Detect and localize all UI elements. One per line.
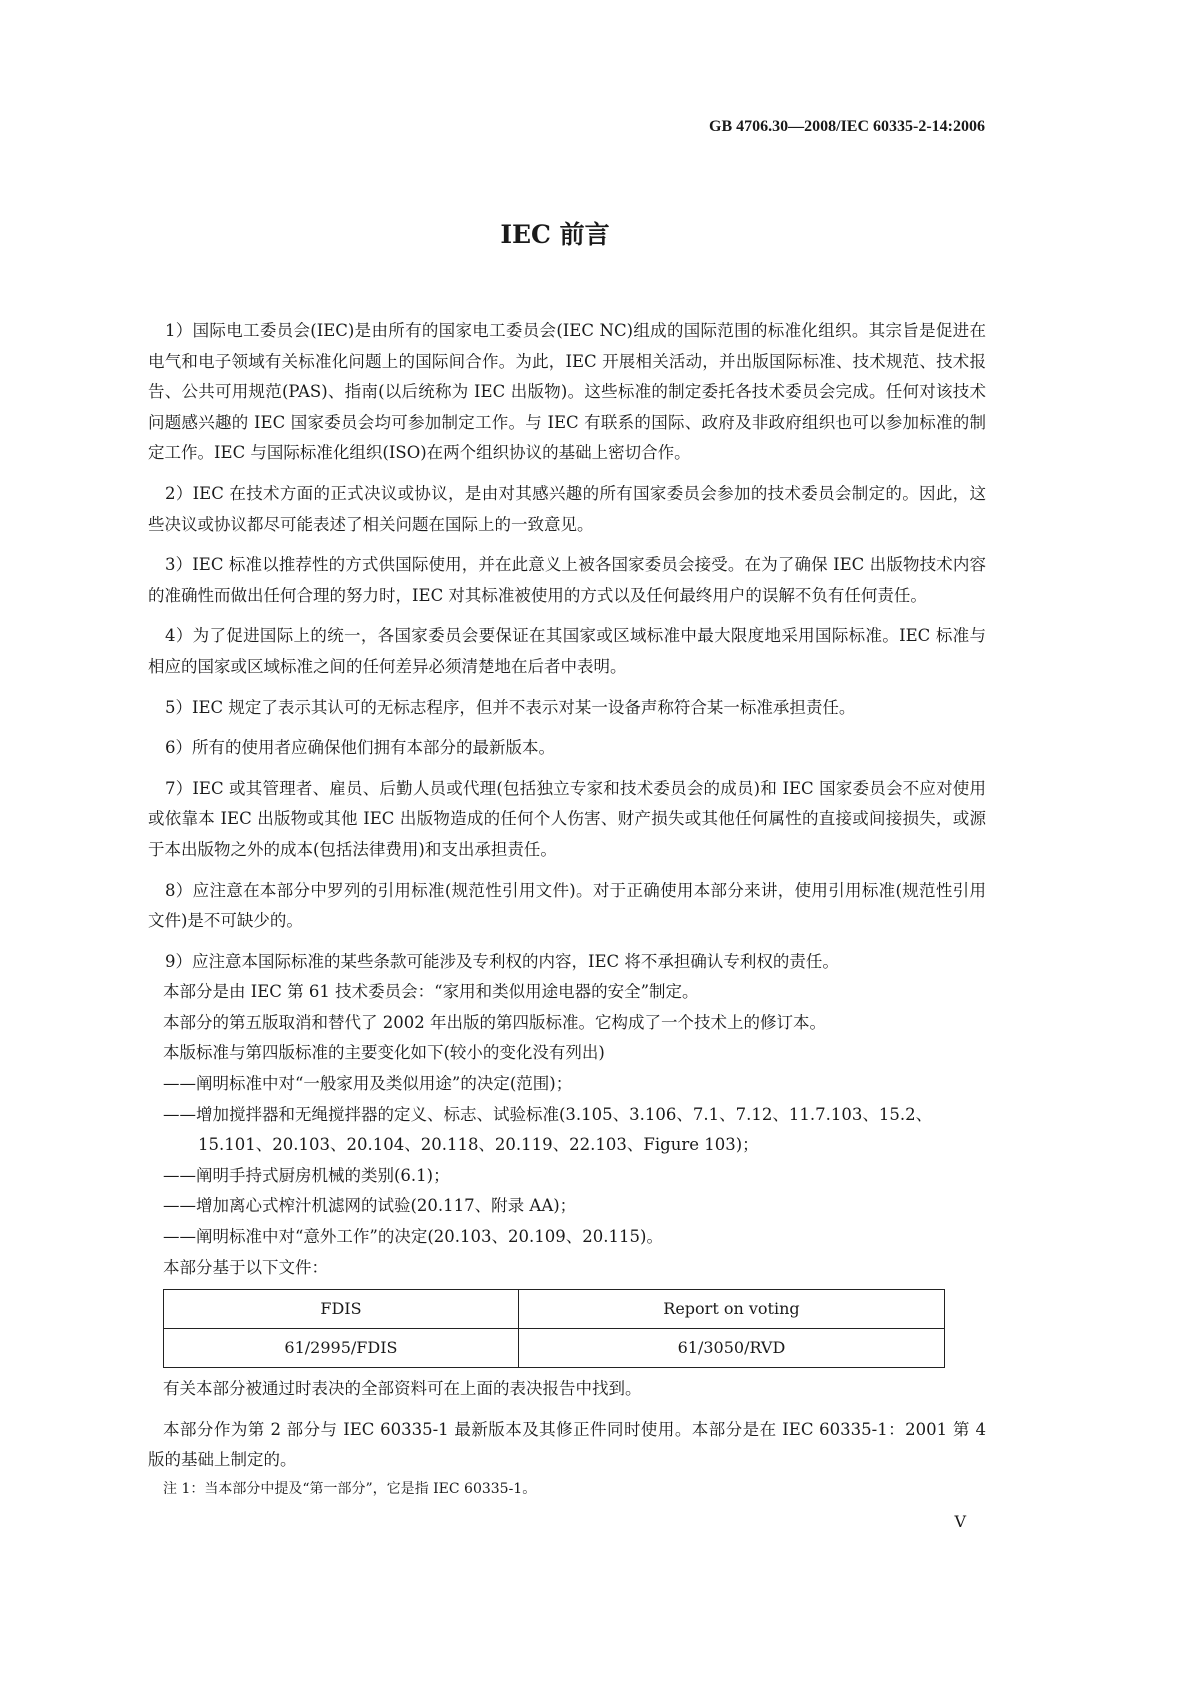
statement: 本版标准与第四版标准的主要变化如下(较小的变化没有列出) — [163, 1043, 605, 1063]
clause-8: 8）应注意在本部分中罗列的引用标准(规范性引用文件)。对于正确使用本部分来讲，使用引用标准(规范性引用文件)是不可缺少的。 — [148, 880, 986, 931]
change-item: ——阐明标准中对“一般家用及类似用途”的决定(范围)； — [163, 1074, 573, 1094]
statement: 有关本部分被通过时表决的全部资料可在上面的表决报告中找到。 — [163, 1379, 642, 1399]
change-item: ——阐明标准中对“意外工作”的决定(20.103、20.109、20.115)。 — [163, 1227, 663, 1247]
change-item: ——阐明手持式厨房机械的类别(6.1)； — [163, 1165, 450, 1185]
clause-5: 5）IEC 规定了表示其认可的无标志程序，但并不表示对某一设备声称符合某一标准承担责任。 — [165, 697, 856, 717]
statement: 本部分是由 IEC 第 61 技术委员会：“家用和类似用途电器的安全”制定。 — [163, 982, 699, 1002]
clause-6: 6）所有的使用者应确保他们拥有本部分的最新版本。 — [165, 738, 555, 758]
based-on-label: 本部分基于以下文件： — [163, 1257, 328, 1277]
clause-7: 7）IEC 或其管理者、雇员、后勤人员或代理(包括独立专家和技术委员会的成员)和 IEC 国家委员会不应对使用或依靠本 IEC 出版物或其他 IEC 出版物造成的任何个人伤害、财产损失或其他任何属性的直接或间接损失，或源于本出版物之外的成本(包括法律费用)和支出承担责任。 — [148, 778, 986, 859]
change-item: ——增加离心式榨汁机滤网的试验(20.117、附录 AA)； — [163, 1196, 577, 1216]
change-item: ——增加搅拌器和无绳搅拌器的定义、标志、试验标准(3.105、3.106、7.1、7.12、11.7.103、15.2、15.101、20.103、20.104、20.118、20.119、22.103、Figure 103)； — [163, 1104, 933, 1155]
clause-4: 4）为了促进国际上的统一，各国家委员会要保证在其国家或区域标准中最大限度地采用国际标准。IEC 标准与相应的国家或区域标准之间的任何差异必须清楚地在后者中表明。 — [148, 626, 986, 676]
page-title: IEC 前言 — [500, 220, 610, 249]
table-row — [164, 1329, 945, 1368]
note: 注 1：当本部分中提及“第一部分”，它是指 IEC 60335-1。 — [163, 1481, 537, 1497]
table-header: Report on voting — [518, 1290, 944, 1329]
statement: 本部分作为第 2 部分与 IEC 60335-1 最新版本及其修正件同时使用。本部分是在 IEC 60335-1：2001 第 4 版的基础上制定的。 — [148, 1419, 986, 1470]
table-header-row — [164, 1290, 945, 1329]
statement: 本部分的第五版取消和替代了 2002 年出版的第四版标准。它构成了一个技术上的修订本。 — [163, 1012, 826, 1032]
document-header: GB 4706.30—2008/IEC 60335-2-14:2006 — [709, 118, 985, 135]
document-body — [148, 0, 986, 1574]
table-header: FDIS — [164, 1290, 519, 1329]
clause-9: 9）应注意本国际标准的某些条款可能涉及专利权的内容，IEC 将不承担确认专利权的责任。 — [165, 951, 839, 971]
table-cell: 61/2995/FDIS — [164, 1329, 519, 1368]
clause-3: 3）IEC 标准以推荐性的方式供国际使用，并在此意义上被各国家委员会接受。在为了确保 IEC 出版物技术内容的准确性而做出任何合理的努力时，IEC 对其标准被使用的方式以及任何最终用户的误解不负有任何责任。 — [148, 555, 986, 605]
table-cell: 61/3050/RVD — [518, 1329, 944, 1368]
clause-2: 2）IEC 在技术方面的正式决议或协议，是由对其感兴趣的所有国家委员会参加的技术委员会制定的。因此，这些决议或协议都尽可能表述了相关问题在国际上的一致意见。 — [148, 483, 986, 534]
page-number: V — [954, 1512, 966, 1531]
voting-table — [163, 1289, 945, 1368]
clause-1: 1）国际电工委员会(IEC)是由所有的国家电工委员会(IEC NC)组成的国际范围的标准化组织。其宗旨是促进在电气和电子领域有关标准化问题上的国际间合作。为此，IEC 开展相关活动，并出版国际标准、技术规范、技术报告、公共可用规范(PAS)、指南(以后统称为 IEC 出版物)。这些标准的制定委托各技术委员会完成。任何对该技术问题感兴趣的 IEC 国家委员会均可参加制定工作。与 IEC 有联系的国际、政府及非政府组织也可以参加标准的制定工作。IEC 与国际标准化组织(ISO)在两个组织协议的基础上密切合作。 — [148, 321, 986, 463]
